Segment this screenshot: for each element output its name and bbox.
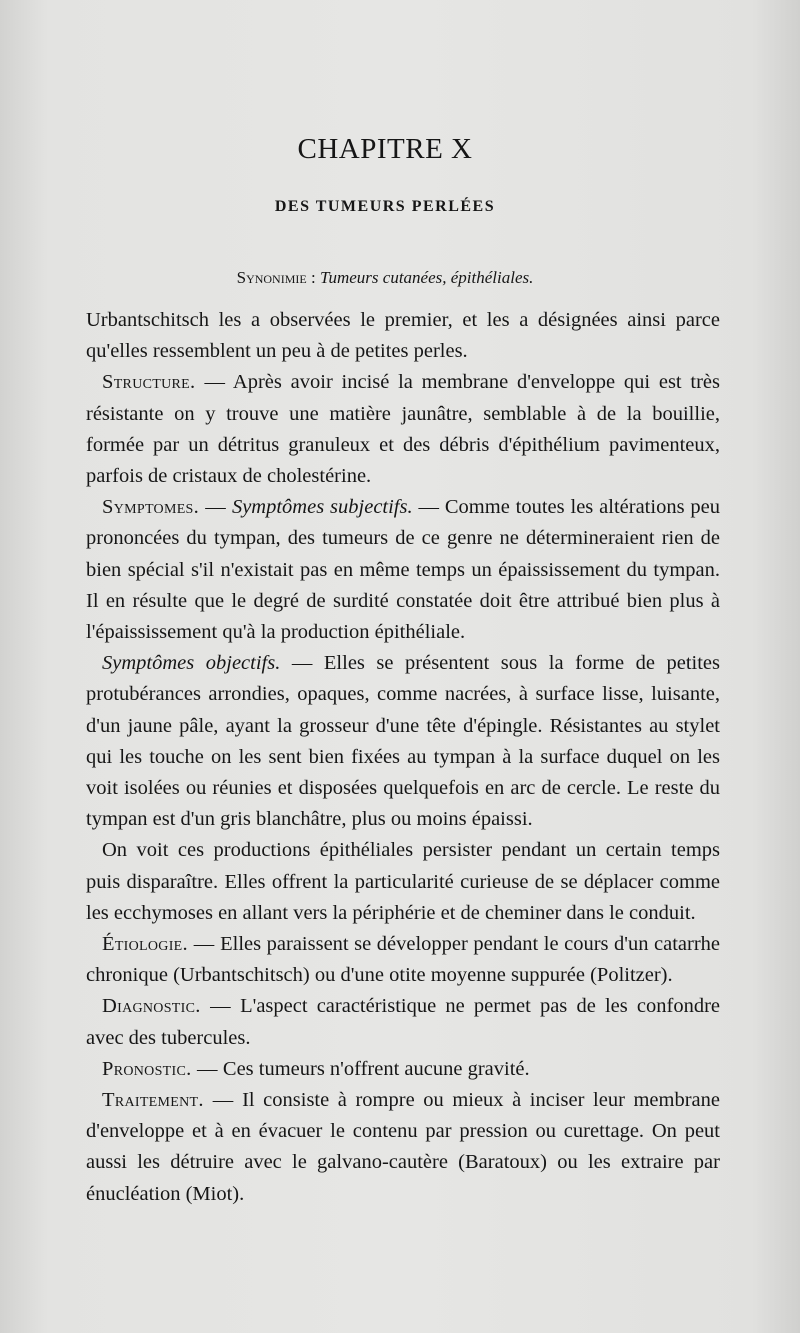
paragraph-symptomes-objectifs — [86, 648, 720, 835]
paragraph-intro — [86, 305, 720, 367]
paragraph-text: Urbantschitsch les a observées le premier, et les a désignées ainsi parce qu'elles ressemblent un peu à de petites perles. — [86, 309, 720, 363]
paragraph-heading: Étiologie. — — [102, 933, 215, 956]
paragraph-heading: Pronostic. — — [102, 1057, 218, 1080]
paragraph-subheading: Symptômes objectifs. — [102, 652, 281, 675]
paragraph-etiologie — [86, 929, 720, 991]
paragraph-text: Après avoir incisé la membrane d'enveloppe qui est très résistante on y trouve une matière jaunâtre, semblable à de la bouillie, formée par un détritus granuleux et des débris d'épithélium pavimenteux, parfois de cristaux de cholestérine. — [86, 371, 720, 488]
paragraph-text: L'aspect caractéristique ne permet pas de les confondre avec des tubercules. — [86, 995, 720, 1049]
paragraph-heading: Structure. — — [102, 371, 226, 394]
synonym-label: Synonimie : — [236, 268, 316, 287]
paragraph-diagnostic — [86, 991, 720, 1053]
paragraph-text: Ces tumeurs n'offrent aucune gravité. — [222, 1057, 530, 1080]
paragraph-subheading: Symptômes subjectifs. — [231, 496, 413, 519]
paragraph-heading: Symptomes. — — [102, 496, 227, 519]
paragraph-symptomes-subjectifs — [86, 492, 720, 648]
paragraph-heading: Traitement. — — [102, 1089, 234, 1112]
paragraph-text: — Comme toutes les altérations peu prononcées du tympan, des tumeurs de ce genre ne détermineraient rien de bien spécial s'il n'existait pas en même temps un épaississement du tympan. Il en résulte que le degré de surdité constatée doit être attribué bien plus à l'épaississement qu'à la production épithéliale. — [86, 496, 721, 644]
paragraph-traitement — [86, 1085, 720, 1210]
paragraph-pronostic — [86, 1054, 720, 1085]
synonym-text: Tumeurs cutanées, épithéliales. — [319, 268, 534, 287]
section-title: DES TUMEURS PERLÉES — [274, 198, 496, 215]
paragraph-text: Elles paraissent se développer pendant le cours d'un catarrhe chronique (Urbantschitsch) ou d'une otite moyenne suppurée (Politzer). — [86, 933, 720, 987]
paragraph-productions — [86, 835, 720, 929]
synonym-line — [0, 268, 770, 288]
chapter-title: CHAPITRE X — [297, 133, 473, 165]
paragraph-structure — [86, 367, 720, 492]
paragraph-text: Il consiste à rompre ou mieux à inciser leur membrane d'enveloppe et à en évacuer le contenu par pression ou curettage. On peut aussi les détruire avec le galvano-cautère (Baratoux) ou les extraire par énucléation (Miot). — [86, 1089, 720, 1205]
paragraph-heading: Diagnostic. — — [102, 995, 231, 1018]
paragraph-text: — Elles se présentent sous la forme de petites protubérances arrondies, opaques, comme nacrées, à surface lisse, luisante, d'un jaune pâle, ayant la grosseur d'une tête d'épingle. Résistantes au stylet qui les touche on les sent bien fixées au tympan à la surface duquel on les voit isolées ou réunies et disposées quelquefois en arc de cercle. Le reste du tympan est d'un gris blanchâtre, plus ou moins épaissi. — [86, 652, 720, 831]
body-text — [86, 305, 720, 1210]
paragraph-text: On voit ces productions épithéliales persister pendant un certain temps puis disparaître. Elles offrent la particularité curieuse de se déplacer comme les ecchymoses en allant vers la périphérie et de cheminer dans le conduit. — [86, 839, 720, 924]
